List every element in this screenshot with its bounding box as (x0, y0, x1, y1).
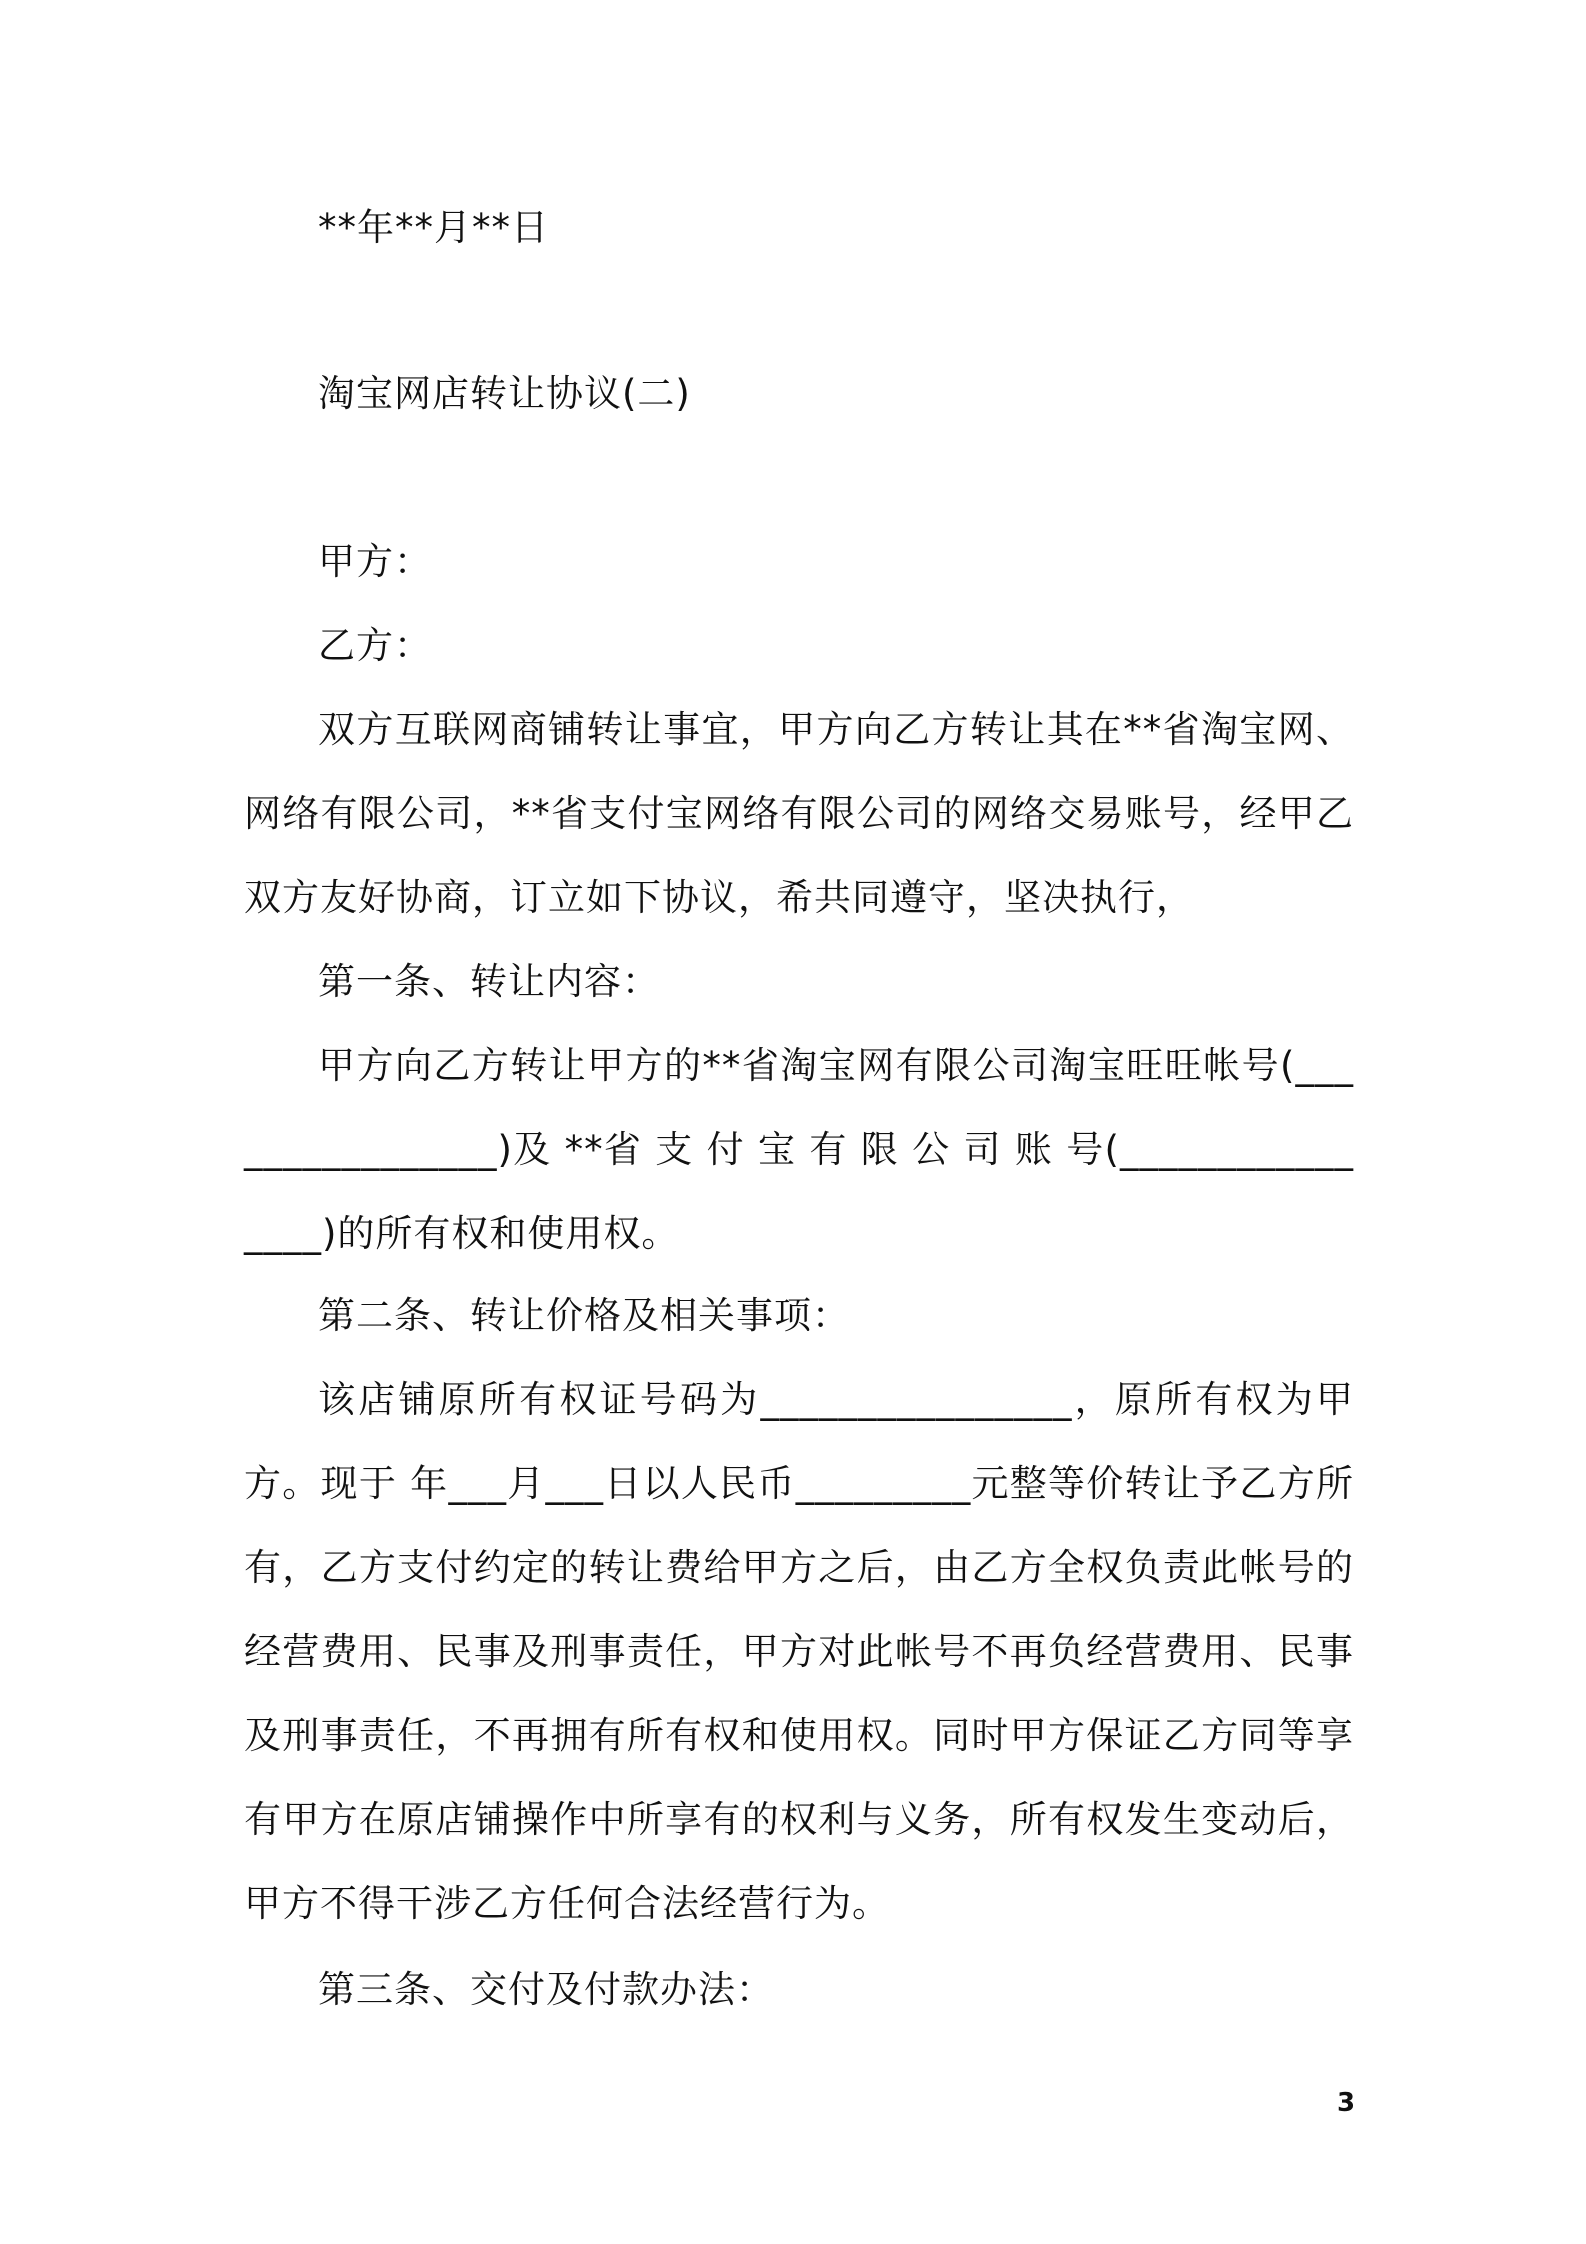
article-1-body: 甲方向乙方转让甲方的**省淘宝网有限公司淘宝旺旺帐号(________________)及 **省 支 付 宝 有 限 公 司 账 号(________________)的所有权和使用权。 (244, 1044, 1354, 1255)
article-2-heading: 第二条、转让价格及相关事项： (318, 1294, 850, 1337)
article-1-heading: 第一条、转让内容： (318, 960, 660, 1003)
document-title: 淘宝网店转让协议(二) (318, 372, 691, 415)
article-2-body: 该店铺原所有权证号码为________________，原所有权为甲方。现于 年___月___日以人民币_________元整等价转让予乙方所有，乙方支付约定的转让费给甲方之后，由乙方全权负责此帐号的经营费用、民事及刑事责任，甲方对此帐号不再负经营费用、民事及刑事责任，不再拥有所有权和使用权。同时甲方保证乙方同等享有甲方在原店铺操作中所享有的权利与义务，所有权发生变动后，甲方不得干涉乙方任何合法经营行为。 (244, 1378, 1354, 1925)
party-b-label: 乙方： (318, 624, 432, 667)
article-3-heading: 第三条、交付及付款办法： (318, 1968, 774, 2011)
page-number: 3 (1337, 2088, 1356, 2118)
intro-paragraph: 双方互联网商铺转让事宜，甲方向乙方转让其在**省淘宝网、网络有限公司，**省支付宝网络有限公司的网络交易账号，经甲乙双方友好协商，订立如下协议，希共同遵守，坚决执行， (244, 708, 1354, 919)
date-line: **年**月**日 (318, 206, 549, 249)
party-a-label: 甲方： (318, 540, 432, 583)
